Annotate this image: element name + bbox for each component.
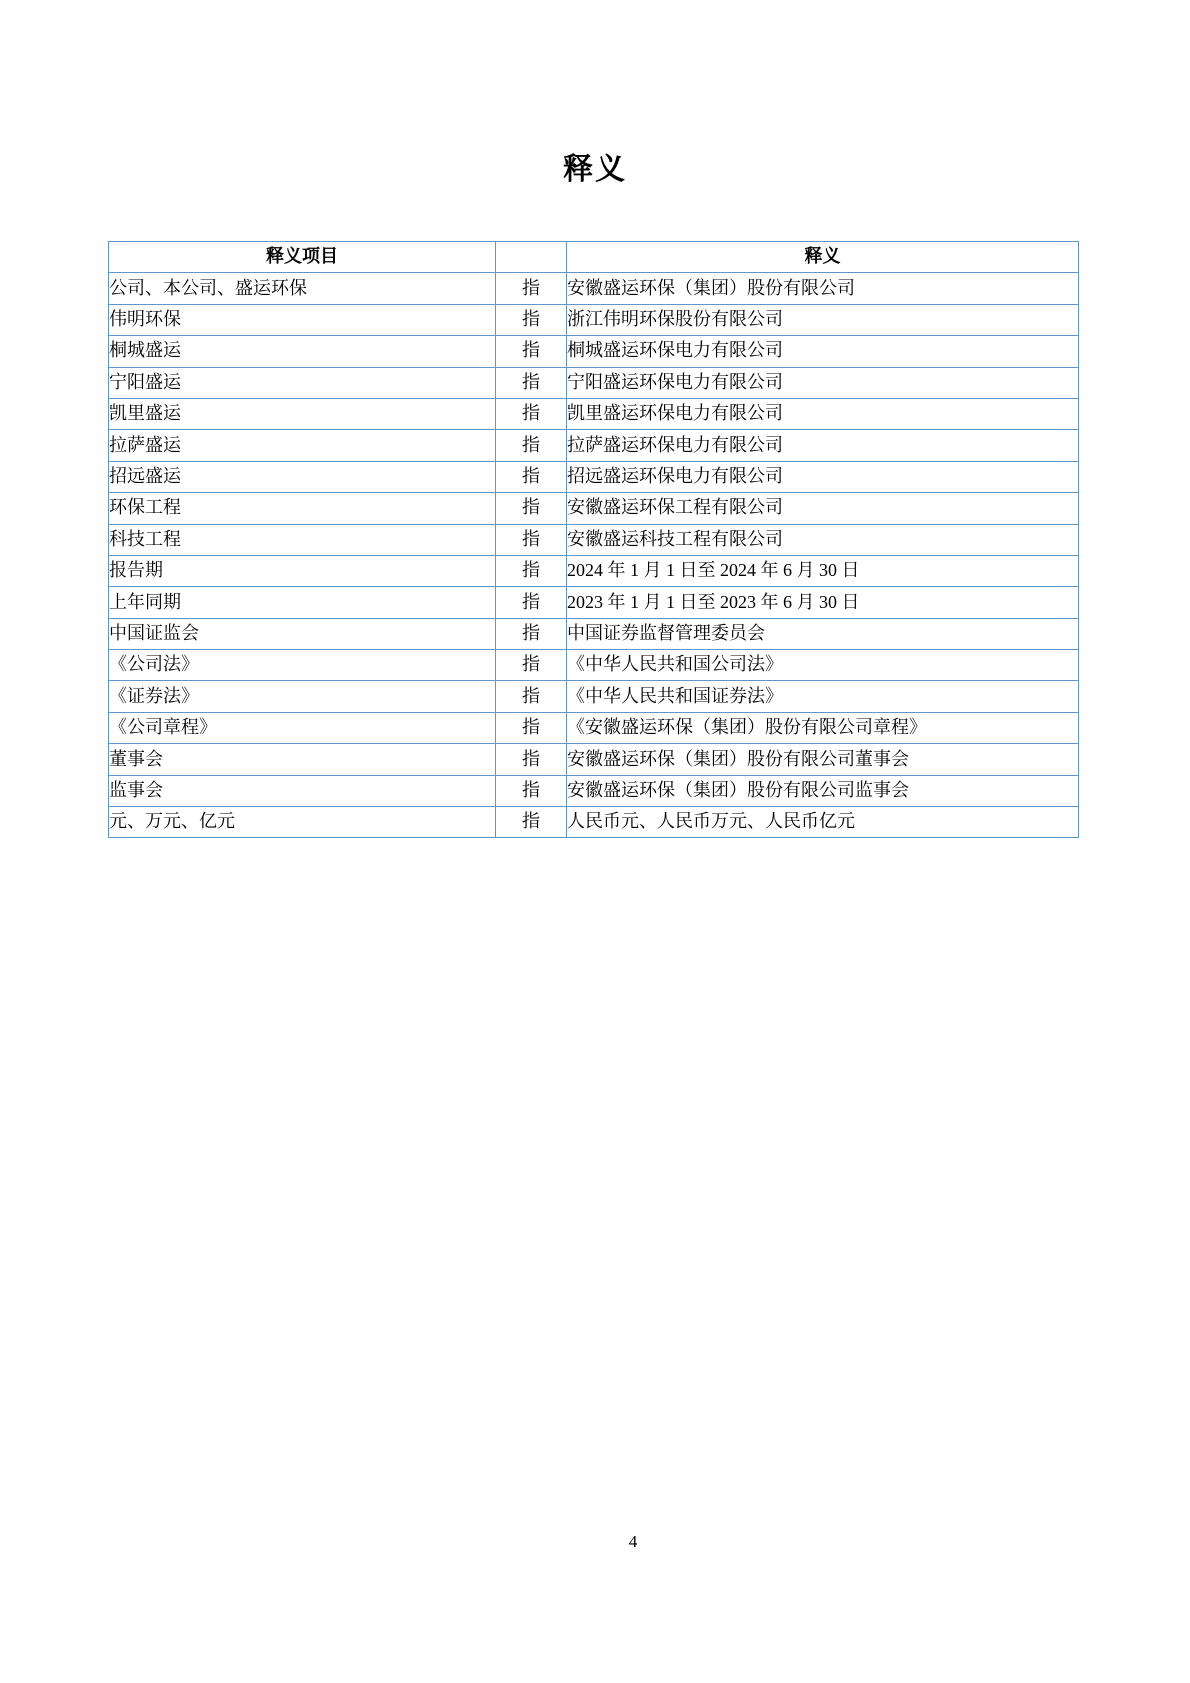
term-cell: 公司、本公司、盛运环保 — [109, 273, 496, 304]
table-row — [109, 744, 1079, 775]
table-row — [109, 807, 1079, 838]
definition-cell: 安徽盛运科技工程有限公司 — [567, 524, 1079, 555]
definition-cell: 《中华人民共和国证券法》 — [567, 681, 1079, 712]
definitions-table-body — [109, 273, 1079, 838]
table-row — [109, 304, 1079, 335]
definition-cell: 人民币元、人民币万元、人民币亿元 — [567, 807, 1079, 838]
table-row — [109, 273, 1079, 304]
table-row — [109, 524, 1079, 555]
table-row — [109, 650, 1079, 681]
term-cell: 元、万元、亿元 — [109, 807, 496, 838]
term-cell: 环保工程 — [109, 493, 496, 524]
refers-cell: 指 — [496, 681, 567, 712]
refers-cell: 指 — [496, 304, 567, 335]
refers-cell: 指 — [496, 618, 567, 649]
table-header-row — [109, 242, 1079, 273]
table-row — [109, 618, 1079, 649]
definition-cell: 《安徽盛运环保（集团）股份有限公司章程》 — [567, 712, 1079, 743]
term-cell: 上年同期 — [109, 587, 496, 618]
term-cell: 拉萨盛运 — [109, 430, 496, 461]
definition-cell: 宁阳盛运环保电力有限公司 — [567, 367, 1079, 398]
refers-cell: 指 — [496, 744, 567, 775]
term-cell: 凯里盛运 — [109, 398, 496, 429]
term-cell: 监事会 — [109, 775, 496, 806]
term-cell: 报告期 — [109, 555, 496, 586]
definition-cell: 拉萨盛运环保电力有限公司 — [567, 430, 1079, 461]
term-cell: 招远盛运 — [109, 461, 496, 492]
term-cell: 桐城盛运 — [109, 336, 496, 367]
table-row — [109, 493, 1079, 524]
definition-cell: 桐城盛运环保电力有限公司 — [567, 336, 1079, 367]
refers-cell: 指 — [496, 807, 567, 838]
page-number: 4 — [628, 1532, 638, 1551]
refers-cell: 指 — [496, 367, 567, 398]
table-row — [109, 430, 1079, 461]
term-cell: 《公司章程》 — [109, 712, 496, 743]
term-cell: 中国证监会 — [109, 618, 496, 649]
refers-cell: 指 — [496, 461, 567, 492]
definition-cell: 中国证券监督管理委员会 — [567, 618, 1079, 649]
definition-cell: 安徽盛运环保（集团）股份有限公司监事会 — [567, 775, 1079, 806]
term-cell: 董事会 — [109, 744, 496, 775]
refers-cell: 指 — [496, 493, 567, 524]
definition-cell: 2023 年 1 月 1 日至 2023 年 6 月 30 日 — [567, 587, 1079, 618]
term-cell: 科技工程 — [109, 524, 496, 555]
term-cell: 《公司法》 — [109, 650, 496, 681]
refers-cell: 指 — [496, 336, 567, 367]
header-definition: 释义 — [567, 242, 1079, 273]
refers-cell: 指 — [496, 650, 567, 681]
term-cell: 《证券法》 — [109, 681, 496, 712]
table-row — [109, 398, 1079, 429]
header-refers — [496, 242, 567, 273]
refers-cell: 指 — [496, 712, 567, 743]
table-row — [109, 775, 1079, 806]
definition-cell: 2024 年 1 月 1 日至 2024 年 6 月 30 日 — [567, 555, 1079, 586]
refers-cell: 指 — [496, 555, 567, 586]
refers-cell: 指 — [496, 430, 567, 461]
term-cell: 伟明环保 — [109, 304, 496, 335]
table-row — [109, 555, 1079, 586]
definition-cell: 招远盛运环保电力有限公司 — [567, 461, 1079, 492]
refers-cell: 指 — [496, 587, 567, 618]
header-term: 释义项目 — [109, 242, 496, 273]
table-row — [109, 461, 1079, 492]
table-row — [109, 712, 1079, 743]
definition-cell: 安徽盛运环保工程有限公司 — [567, 493, 1079, 524]
definition-cell: 《中华人民共和国公司法》 — [567, 650, 1079, 681]
page-title: 释义 — [563, 152, 627, 187]
table-row — [109, 367, 1079, 398]
table-row — [109, 336, 1079, 367]
term-cell: 宁阳盛运 — [109, 367, 496, 398]
definition-cell: 凯里盛运环保电力有限公司 — [567, 398, 1079, 429]
definitions-table — [108, 241, 1079, 838]
refers-cell: 指 — [496, 524, 567, 555]
refers-cell: 指 — [496, 398, 567, 429]
table-row — [109, 681, 1079, 712]
definition-cell: 浙江伟明环保股份有限公司 — [567, 304, 1079, 335]
definition-cell: 安徽盛运环保（集团）股份有限公司董事会 — [567, 744, 1079, 775]
table-row — [109, 587, 1079, 618]
definition-cell: 安徽盛运环保（集团）股份有限公司 — [567, 273, 1079, 304]
refers-cell: 指 — [496, 775, 567, 806]
refers-cell: 指 — [496, 273, 567, 304]
